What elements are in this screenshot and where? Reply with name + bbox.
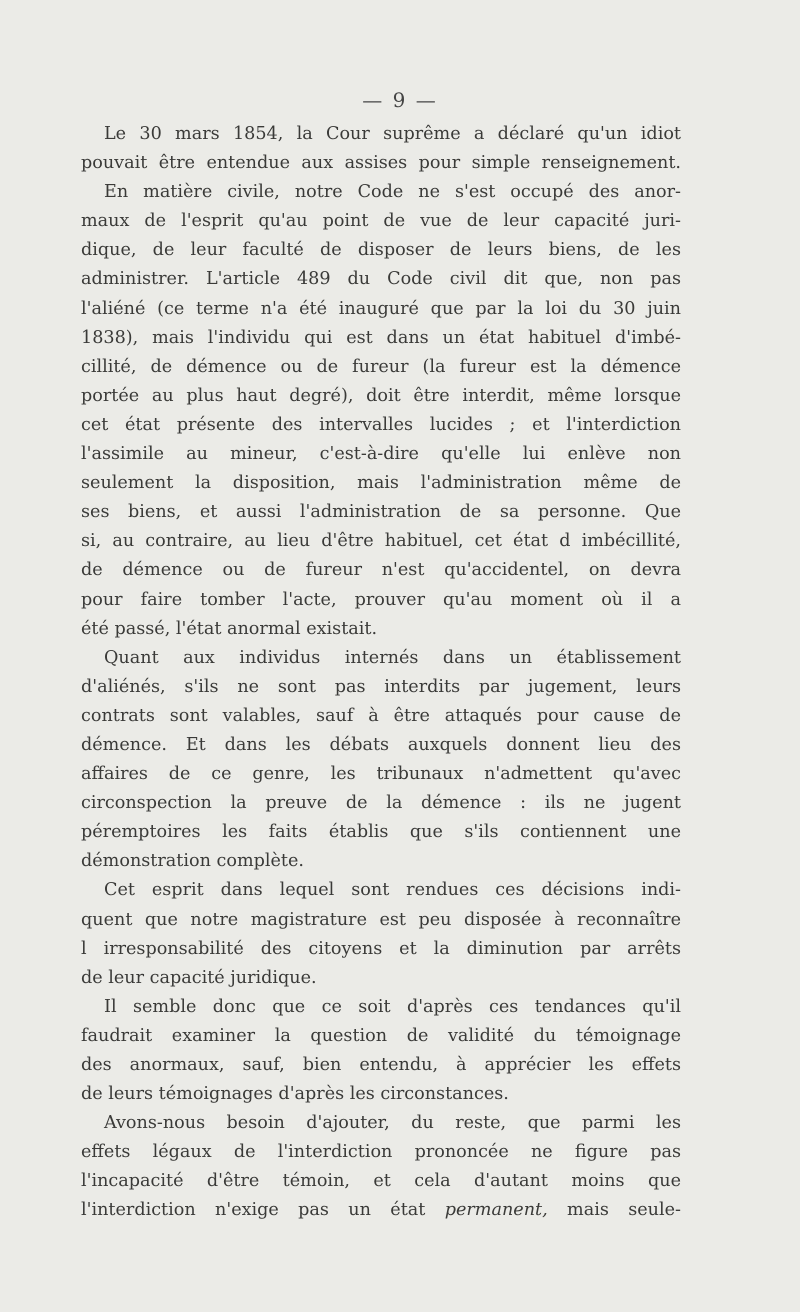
text-line: ses biens, et aussi l'administration de sa personne. Que xyxy=(81,502,681,523)
last-line-start: l'interdiction n'exige pas un état xyxy=(81,1200,445,1221)
text-line: 1838), mais l'individu qui est dans un état habituel d'imbé- xyxy=(81,327,681,348)
text-line: l'assimile au mineur, c'est-à-dire qu'elle lui enlève non xyxy=(81,444,681,465)
text-line: portée au plus haut degré), doit être interdit, même lorsque xyxy=(81,385,681,406)
text-line: administrer. L'article 489 du Code civil dit que, non pas xyxy=(81,269,681,290)
text-line: l'incapacité d'être témoin, et cela d'autant moins que xyxy=(81,1171,681,1192)
text-line: maux de l'esprit qu'au point de vue de leur capacité juri- xyxy=(81,211,681,232)
emphasis-word: permanent, xyxy=(444,1200,548,1221)
text-line: contrats sont valables, sauf à être attaqués pour cause de xyxy=(81,705,681,726)
page-number: — 9 — xyxy=(362,88,438,112)
text-line: Quant aux individus internés dans un établissement xyxy=(104,647,681,668)
text-line: Le 30 mars 1854, la Cour suprême a déclaré qu'un idiot xyxy=(104,124,681,144)
text-line: l irresponsabilité des citoyens et la diminution par arrêts xyxy=(81,938,681,959)
text-line: démonstration complète. xyxy=(81,851,304,872)
text-line: effets légaux de l'interdiction prononcée ne figure pas xyxy=(81,1142,681,1163)
text-line: pouvait être entendue aux assises pour simple renseignement. xyxy=(81,153,681,174)
text-line: cillité, de démence ou de fureur (la fureur est la démence xyxy=(81,356,681,377)
text-line: démence. Et dans les débats auxquels donnent lieu des xyxy=(81,734,681,755)
text-line: d'aliénés, s'ils ne sont pas interdits par jugement, leurs xyxy=(81,676,681,697)
text-line: Cet esprit dans lequel sont rendues ces décisions indi- xyxy=(104,880,681,901)
text-line: quent que notre magistrature est peu disposée à reconnaître xyxy=(81,909,681,930)
text-line-last xyxy=(81,1196,681,1225)
text-line: seulement la disposition, mais l'administration même de xyxy=(81,473,681,494)
text-line: des anormaux, sauf, bien entendu, à apprécier les effets xyxy=(81,1055,681,1075)
text-line: En matière civile, notre Code ne s'est occupé des anor- xyxy=(104,182,681,203)
text-line: l'aliéné (ce terme n'a été inauguré que par la loi du 30 juin xyxy=(81,298,681,319)
text-line: cet état présente des intervalles lucides ; et l'interdiction xyxy=(81,414,681,435)
text-line: faudrait examiner la question de validité du témoignage xyxy=(81,1025,681,1046)
last-line-end: mais seule- xyxy=(547,1200,681,1221)
text-line: pour faire tomber l'acte, prouver qu'au moment où il a xyxy=(81,589,681,610)
text-line: péremptoires les faits établis que s'ils contiennent une xyxy=(81,822,681,843)
text-line: Il semble donc que ce soit d'après ces tendances qu'il xyxy=(104,996,681,1017)
text-line: circonspection la preuve de la démence : ils ne jugent xyxy=(81,793,681,814)
text-line: si, au contraire, au lieu d'être habituel, cet état d imbécillité, xyxy=(81,531,681,552)
text-line: dique, de leur faculté de disposer de leurs biens, de les xyxy=(81,240,681,261)
text-line: de leurs témoignages d'après les circonstances. xyxy=(81,1084,509,1105)
text-line: de leur capacité juridique. xyxy=(81,967,317,988)
text-line: de démence ou de fureur n'est qu'accidentel, on devra xyxy=(81,560,681,581)
text-line: Avons-nous besoin d'ajouter, du reste, que parmi les xyxy=(104,1113,681,1134)
body-text xyxy=(81,120,681,1226)
text-line: été passé, l'état anormal existait. xyxy=(81,618,378,639)
text-line: affaires de ce genre, les tribunaux n'admettent qu'avec xyxy=(81,764,681,785)
